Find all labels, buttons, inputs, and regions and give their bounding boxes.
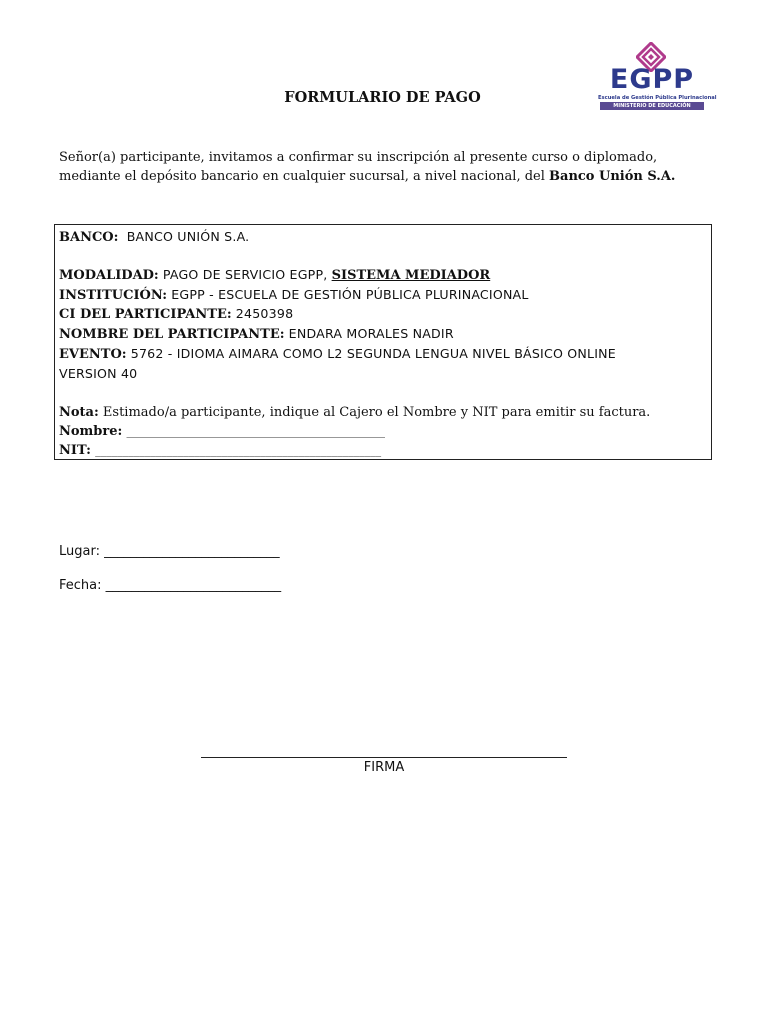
nombre-row: [59, 422, 385, 441]
modalidad-emphasis: SISTEMA MEDIADOR: [331, 268, 491, 283]
logo-subtitle: Escuela de Gestión Pública Plurinacional: [598, 95, 717, 101]
logo-ministry-band: MINISTERIO DE EDUCACIÓN: [600, 102, 704, 110]
modalidad-row: [59, 265, 490, 285]
nombre-blank[interactable]: _______________________________________________: [126, 425, 385, 438]
ci-label: CI DEL PARTICIPANTE:: [59, 307, 232, 322]
banco-row: [59, 227, 249, 247]
evento-value-line-2: VERSION 40: [59, 366, 138, 381]
banco-value: BANCO UNIÓN S.A.: [126, 229, 250, 244]
evento-value-line-1: 5762 - IDIOMA AIMARA COMO L2 SEGUNDA LENGUA NIVEL BÁSICO ONLINE: [130, 346, 616, 361]
nombre-participante-row: [59, 324, 454, 344]
nombre-participante-label: NOMBRE DEL PARTICIPANTE:: [59, 327, 285, 342]
banco-label: BANCO:: [59, 230, 119, 245]
lugar-field[interactable]: Lugar: ___________________________: [59, 544, 280, 559]
nota-row: [59, 403, 650, 422]
modalidad-label: MODALIDAD:: [59, 268, 159, 283]
ci-row: [59, 304, 293, 324]
signature-label: FIRMA: [363, 760, 405, 775]
intro-bank-name: Banco Unión S.A.: [549, 169, 676, 184]
intro-line-2-text: mediante el depósito bancario en cualquier sucursal, a nivel nacional, del: [59, 169, 550, 184]
intro-line-2: [59, 167, 699, 186]
page-title: FORMULARIO DE PAGO: [284, 89, 481, 106]
egpp-logo: [594, 40, 717, 112]
nota-label: Nota:: [59, 405, 99, 420]
nombre-label: Nombre:: [59, 424, 123, 439]
nit-label: NIT:: [59, 443, 91, 458]
logo-acronym: EGPP: [609, 64, 695, 95]
nota-text: Estimado/a participante, indique al Cajero el Nombre y NIT para emitir su factura.: [102, 405, 651, 420]
payment-details-box: [54, 224, 712, 460]
institucion-value: EGPP - ESCUELA DE GESTIÓN PÚBLICA PLURINACIONAL: [171, 287, 529, 302]
institucion-label: INSTITUCIÓN:: [59, 288, 168, 303]
modalidad-value: PAGO DE SERVICIO EGPP,: [162, 267, 328, 282]
intro-paragraph: [59, 148, 699, 186]
evento-row: [59, 344, 616, 364]
nit-row: [59, 441, 381, 460]
fecha-field[interactable]: Fecha: ___________________________: [59, 578, 282, 593]
nit-blank[interactable]: ____________________________________________________: [95, 444, 382, 457]
evento-continuation-row: [59, 364, 137, 384]
evento-label: EVENTO:: [59, 347, 127, 362]
ci-value: 2450398: [235, 306, 294, 321]
nombre-participante-value: ENDARA MORALES NADIR: [288, 326, 454, 341]
signature-line[interactable]: [201, 757, 567, 758]
intro-line-1: Señor(a) participante, invitamos a confirmar su inscripción al presente curso o diplomado,: [59, 150, 658, 165]
institucion-row: [59, 285, 529, 305]
